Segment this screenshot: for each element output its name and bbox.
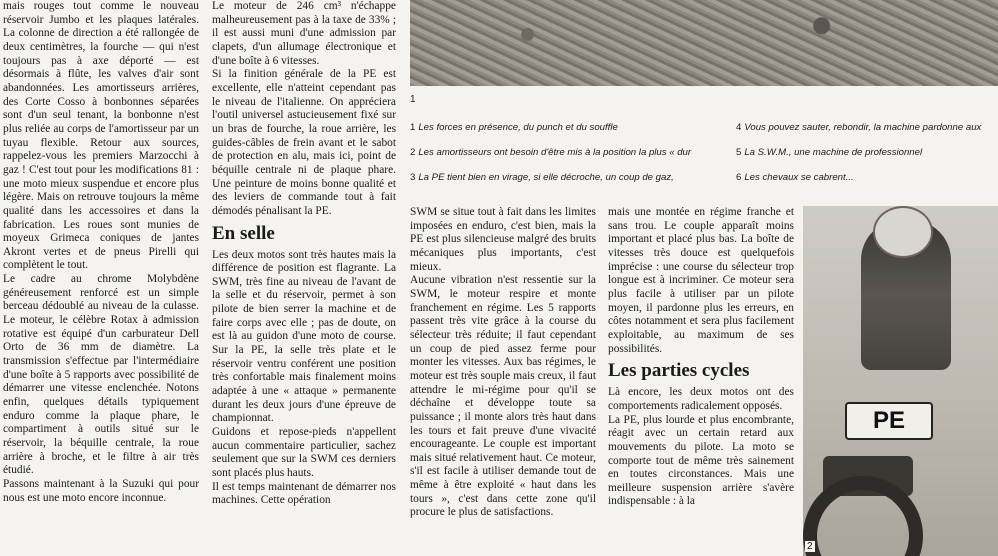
caption bbox=[736, 122, 998, 133]
caption-number: 4 bbox=[736, 122, 742, 133]
caption bbox=[410, 172, 674, 183]
article-column-4 bbox=[608, 206, 794, 509]
article-column-1 bbox=[3, 0, 199, 505]
paragraph: mais rouges tout comme le nouveau réservoir Jumbo et les plaques latérales. La colonne de direction a été rallongée de deux centimètres, la fourche — qui n'est toujours pas à axe déporté — est désormais à flûte, les valves d'air sont abandonnées. Les amortisseurs arrières, des Corte Cosso à bonbonnes séparées sont d'un seul tenant, la bonbonne n'est plus reliée au corps de l'amortisseur par un tuyau flexible. Retour aux sources, rappelez-vous les premiers Marzocchi à gaz ! C'est tout pour les modifications 81 : une moto mieux suspendue et encore plus légère. Mais on retrouve toujours la même qualité dans les accessoires et dans la fabrication. Les roues sont munies de moyeux Grimeca coniques de jantes Akront vertes et de pneus Pirelli qui complètent le tout. bbox=[3, 0, 199, 272]
section-heading-parties-cycles: Les parties cycles bbox=[608, 360, 750, 382]
caption bbox=[736, 147, 922, 158]
paragraph: La PE, plus lourde et plus encombrante, réagit avec un certain retard aux mouvements du pilote. La moto se comporte tout de même très sainement en toutes circonstances. Mais une meilleure suspension arrière s'avère indispensable : à la bbox=[608, 413, 794, 508]
caption-number: 5 bbox=[736, 147, 742, 158]
section-heading-en-selle: En selle bbox=[212, 222, 275, 244]
caption-number: 2 bbox=[410, 147, 416, 158]
caption-text: La S.W.M., une machine de professionnel bbox=[744, 147, 923, 158]
paragraph: mais une montée en régime franche et sans trou. Le couple apparaît moins important et placé plus bas. La boîte de vitesses très douce est quelquefois imprécise : une course du sélecteur trop longue est à incriminer. Ce moteur sera plus facile à utiliser par un pilote moyen, il pardonne plus les erreurs, en côtes notamment et sera plus facilement exploitable, au maximum de ses possibilités. bbox=[608, 206, 794, 355]
caption-text: Vous pouvez sauter, rebondir, la machine pardonne aux bbox=[744, 122, 982, 133]
caption-number: 6 bbox=[736, 172, 742, 183]
paragraph: Passons maintenant à la Suzuki qui pour nous est une moto encore inconnue. bbox=[3, 477, 199, 504]
paragraph: Aucune vibration n'est ressentie sur la SWM, le moteur respire et monte franchement en régime. Les 5 rapports passent très vite grâce à la course du sélecteur très réduite; il faut cependant un coup de pied assez ferme pour monter les vitesses. Aux bas régimes, le moteur est très souple mais creux, il faut attendre le mi-régime pour qu'il se déchaîne et développe toute sa puissance ; il monte alors très haut dans les tours et fait preuve d'une vivacité encourageante. Le couple est important mais situé relativement haut. Ce moteur, s'il est facile à utiliser demande tout de même à être exploité « haut dans les tours », c'est dans cette zone qu'il procure le plus de satisfactions. bbox=[410, 274, 596, 519]
caption-number: 1 bbox=[410, 122, 416, 133]
article-column-2 bbox=[212, 0, 396, 508]
number-plate: PE bbox=[845, 402, 933, 440]
paragraph: Il est temps maintenant de démarrer nos machines. Cette opération bbox=[212, 480, 396, 507]
paragraph: Le cadre au chrome Molybdène généreusement renforcé est un simple berceau dédoublé au niveau de la culasse. Le moteur, le célèbre Rotax à admission rotative est équipé d'un carburateur Dell Orto de 36 mm de diamètre. La transmission s'effectue par l'intermédiaire d'une boîte à 5 rapports avec possibilité de démarrer une vitesse enclenchée. Notons enfin, quelques détails typiquement enduro comme la plaque phare, le compartiment à outils situé sur le réservoir, la béquille centrale, la roue arrière à broche, et le filtre à air très étudié. bbox=[3, 273, 199, 477]
paragraph: Là encore, les deux motos ont des comportements radicalement opposés. bbox=[608, 386, 794, 412]
paragraph: SWM se situe tout à fait dans les limites imposées en enduro, c'est bien, mais la PE est plus silencieuse malgré des bruits mécaniques plus importants, c'est mieux. bbox=[410, 206, 596, 273]
caption bbox=[736, 172, 854, 183]
paragraph: Guidons et repose-pieds n'appellent aucun commentaire particulier, sachez seulement que sur la SWM ces derniers sont placés plus hauts. bbox=[212, 426, 396, 479]
paragraph: Si la finition générale de la PE est excellente, elle n'atteint cependant pas le niveau de l'italienne. On appréciera l'outil universel astucieusement fixé sur un bras de fourche, la roue arrière, les guides-câbles de frein avant et le sabot de protection en alu, mais ici, point de béquille centrale ni de plaque phare. Une peinture de moins bonne qualité et des leviers de commande tout à fait démodés pénalisant la PE. bbox=[212, 68, 396, 217]
photo-leaves bbox=[410, 0, 998, 86]
caption-text: Les chevaux se cabrent... bbox=[744, 172, 854, 183]
photo-number: 1 bbox=[410, 94, 416, 105]
caption bbox=[410, 147, 691, 158]
photo-number: 2 bbox=[807, 541, 813, 552]
caption-text: Les amortisseurs ont besoin d'être mis à la position la plus « dur bbox=[418, 147, 692, 158]
photo-rider-motorcycle bbox=[803, 206, 998, 556]
helmet-shape bbox=[873, 206, 933, 258]
caption bbox=[410, 122, 618, 133]
paragraph: Le moteur de 246 cm³ n'échappe malheureusement pas à la taxe de 33% ; il est aussi muni d'une admission par clapets, d'un allumage électronique et d'une boîte à 6 vitesses. bbox=[212, 0, 396, 67]
caption-number: 3 bbox=[410, 172, 416, 183]
caption-text: Les forces en présence, du punch et du souffle bbox=[418, 122, 618, 133]
article-column-3 bbox=[410, 206, 596, 520]
paragraph: Les deux motos sont très hautes mais la différence de position est flagrante. La SWM, très fine au niveau de l'avant de la selle et du réservoir, permet à son pilote de bien serrer la machine et de faire corps avec elle ; pas de doute, on est là au guidon d'une moto de course. Sur la PE, la selle très plate et le réservoir ventru conférent une position très confortable mais finalement moins adaptée à une « attaque » permanente durant les deux jours d'une épreuve de championnat. bbox=[212, 248, 396, 425]
caption-text: La PE tient bien en virage, si elle décroche, un coup de gaz, bbox=[418, 172, 674, 183]
